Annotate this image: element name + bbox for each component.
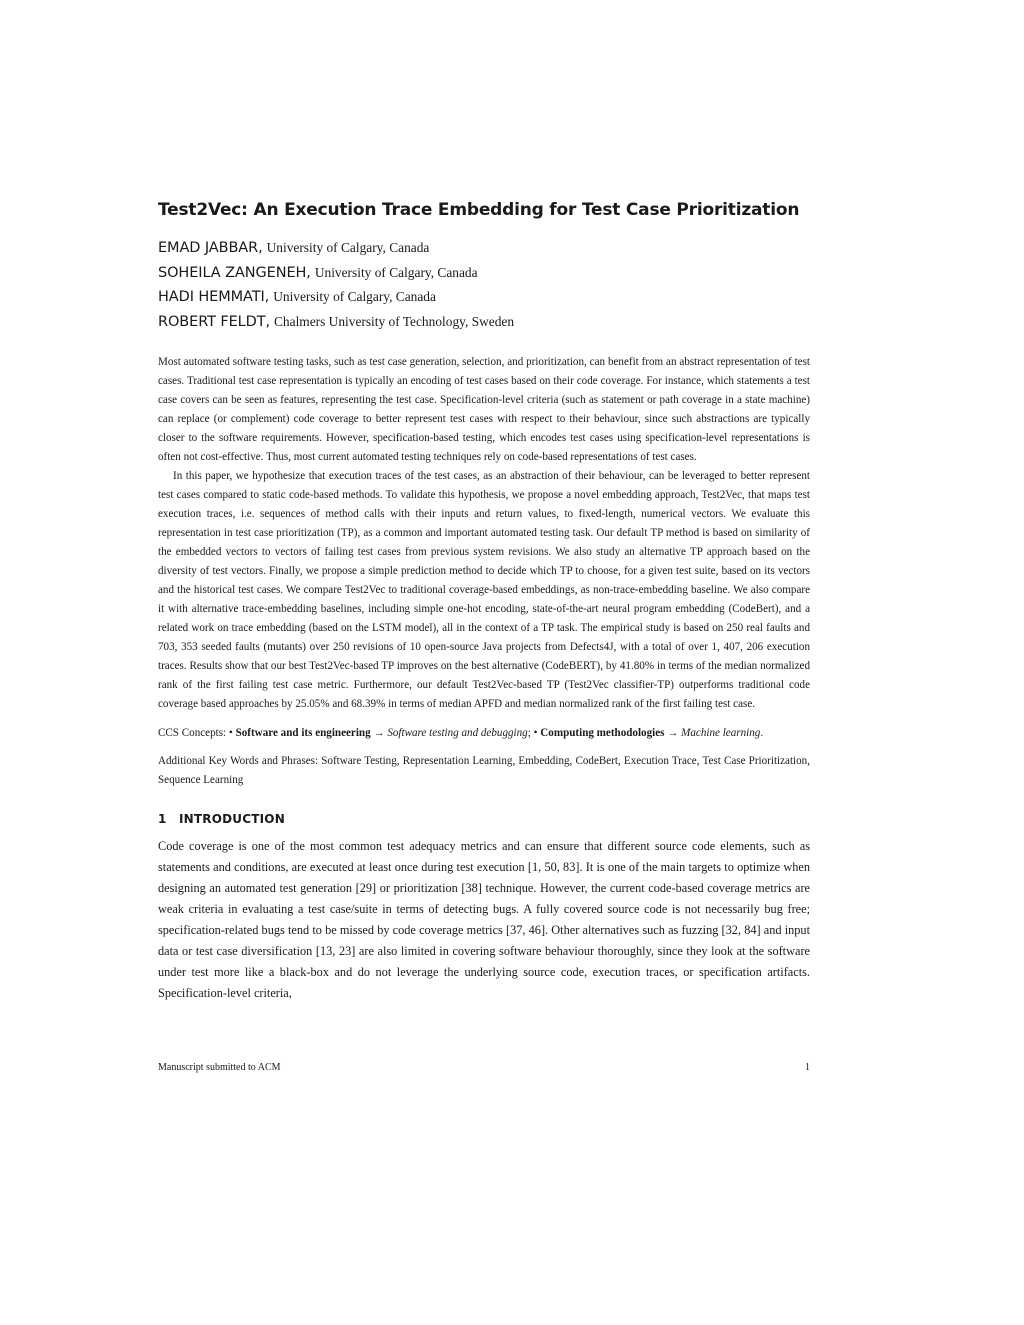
section-heading <box>158 810 810 828</box>
ccs-bullet: • <box>533 726 538 739</box>
section-title: INTRODUCTION <box>179 811 285 826</box>
page-number: 1 <box>805 1062 810 1073</box>
keywords: Additional Key Words and Phrases: Software Testing, Representation Learning, Embedding, CodeBert, Execution Trace, Test Case Prioritization, Sequence Learning <box>158 754 810 786</box>
ccs-label: CCS Concepts: <box>158 726 227 739</box>
ccs-concept: Computing methodologies <box>540 726 665 739</box>
footer-manuscript-note: Manuscript submitted to ACM <box>158 1062 281 1073</box>
author-name: HADI HEMMATI, <box>158 289 270 306</box>
ccs-separator: ; <box>527 726 531 739</box>
abstract-paragraph: Most automated software testing tasks, such as test case generation, selection, and prioritization, can benefit from an abstract representation of test cases. Traditional test case representation is typically an encoding of test cases based on their code coverage. For instance, which statements a test case covers can be seen as features, representing the test case. Specification-level criteria (such as statement or path coverage in a state machine) can replace (or complement) code coverage to better represent test cases with respect to their behaviour, since such abstractions are typically closer to the software requirements. However, specification-based testing, which encodes test cases using specification-level representations is often not cost-effective. Thus, most current automated testing techniques rely on code-based representations of test cases. <box>158 355 810 463</box>
ccs-concept: Software and its engineering <box>235 726 371 739</box>
ccs-end: . <box>760 726 764 739</box>
paper-page <box>158 196 810 1005</box>
author-name: SOHEILA ZANGENEH, <box>158 264 311 281</box>
page-footer <box>158 1061 810 1075</box>
ccs-arrow: → <box>373 726 385 739</box>
author-affiliation: University of Calgary, Canada <box>314 264 478 280</box>
author-affiliation: Chalmers University of Technology, Sweden <box>274 314 515 330</box>
ccs-subconcept: Software testing and debugging <box>387 726 528 739</box>
paper-title: Test2Vec: An Execution Trace Embedding for Test Case Prioritization <box>158 200 800 220</box>
ccs-bullet: • <box>228 726 233 739</box>
abstract <box>158 353 810 714</box>
introduction-paragraph: Code coverage is one of the most common test adequacy metrics and can ensure that different source code elements, such as statements and conditions, are executed at least once during test execution [1, 50, 83]. It is one of the main targets to optimize when designing an automated test generation [29] or prioritization [38] technique. However, the current code-based coverage metrics are weak criteria in evaluating a test case/suite in terms of detecting bugs. A fully covered source code is not necessarily bug free; specification-related bugs tend to be missed by code coverage metrics [37, 46]. Other alternatives such as fuzzing [32, 84] and input data or test case diversification [13, 23] are also limited in covering software behaviour thoroughly, since they look at the software under test more like a black-box and do not leverage the underlying source code, execution traces, or specification artifacts. Specification-level criteria, <box>158 838 810 1001</box>
author-entry <box>158 310 810 335</box>
author-affiliation: University of Calgary, Canada <box>266 240 430 255</box>
ccs-subconcept: Machine learning <box>681 726 761 739</box>
author-entry <box>158 261 810 286</box>
author-entry <box>158 236 810 261</box>
author-name: EMAD JABBAR, <box>158 240 263 256</box>
section-number: 1 <box>158 811 167 826</box>
ccs-concepts <box>158 724 810 743</box>
author-name: ROBERT FELDT, <box>158 314 270 331</box>
author-entry <box>158 285 810 310</box>
author-affiliation: University of Calgary, Canada <box>273 289 436 305</box>
author-list <box>158 236 810 335</box>
ccs-arrow: → <box>667 726 679 739</box>
abstract-paragraph: In this paper, we hypothesize that execution traces of the test cases, as an abstraction of their behaviour, can be leveraged to better represent test cases compared to static code-based methods. To validate this hypothesis, we propose a novel embedding approach, Test2Vec, that maps test execution traces, i.e. sequences of method calls with their inputs and return values, to fixed-length, numerical vectors. We evaluate this representation in test case prioritization (TP), as a common and important automated testing task. Our default TP method is based on similarity of the embedded vectors to vectors of failing test cases from previous system revisions. We also study an alternative TP approach based on the diversity of test vectors. Finally, we propose a simple prediction method to decide which TP to choose, for a given test suite, based on its vectors and the historical test cases. We compare Test2Vec to traditional coverage-based embeddings, as non-trace-embedding baseline. We also compare it with alternative trace-embedding baselines, including simple one-hot encoding, state-of-the-art neural program embedding (CodeBert), and a related work on trace embedding (based on the LSTM model), all in the context of a TP task. The empirical study is based on 250 real faults and 703, 353 seeded faults (mutants) over 250 revisions of 10 open-source Java projects from Defects4J, with a total of over 1, 407, 206 execution traces. Results show that our best Test2Vec-based TP improves on the best alternative (CodeBERT), by 41.80% in terms of the median normalized rank of the first failing test case metric. Furthermore, our default Test2Vec-based TP (Test2Vec classifier-TP) outperforms traditional code coverage based approaches by 25.05% and 68.39% in terms of median APFD and median normalized rank of the first failing test case. <box>158 469 810 710</box>
